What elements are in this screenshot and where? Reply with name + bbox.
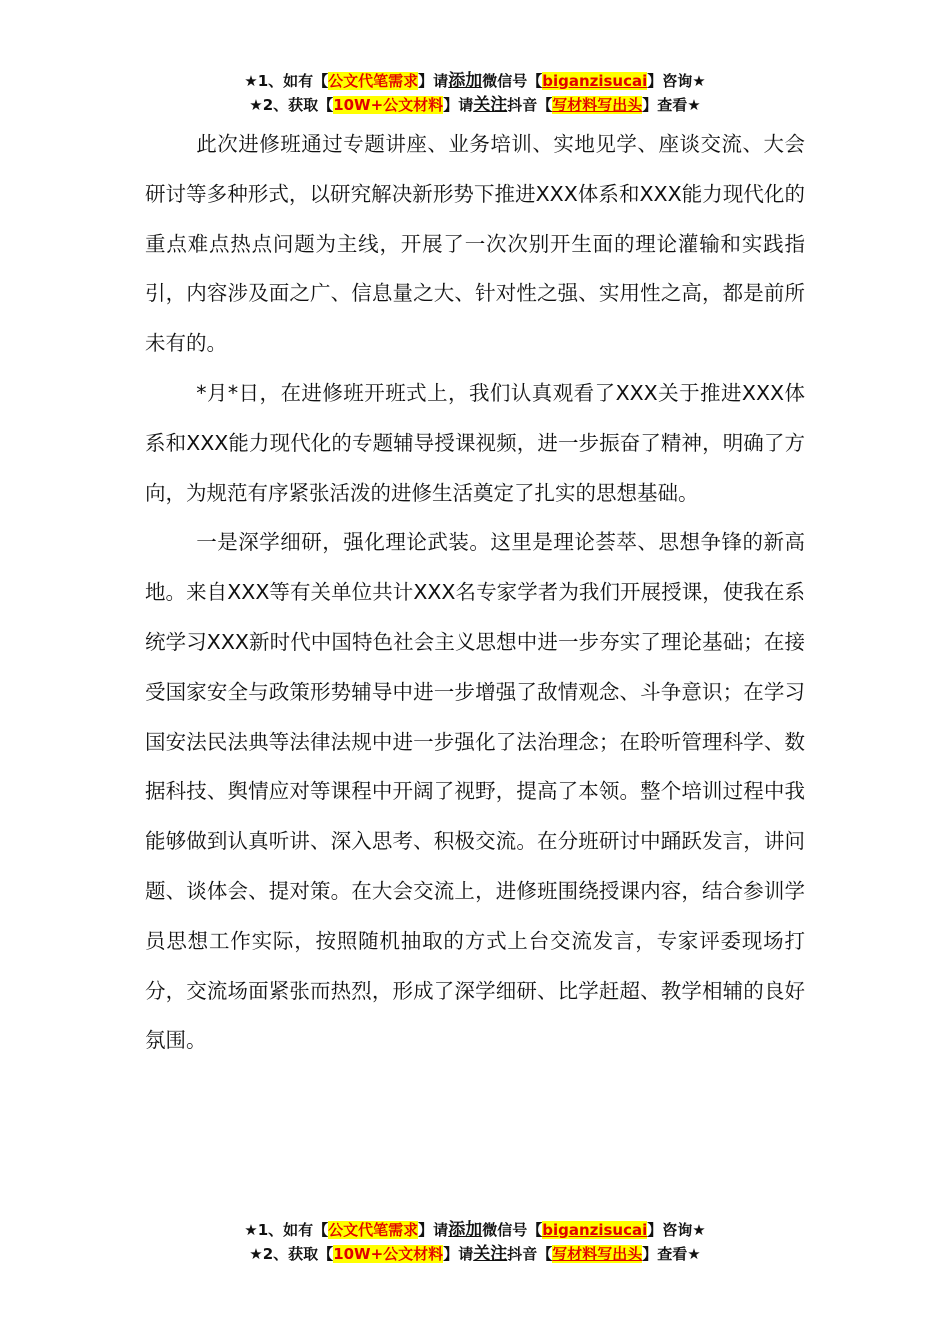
promo-text: 】查看★ <box>642 1245 701 1263</box>
promo-text: ★1、如有【 <box>244 72 329 90</box>
paragraph: *月*日，在进修班开班式上，我们认真观看了XXX关于推进XXX体系和XXX能力现代化的专题辅导授课视频，进一步振奋了精神，明确了方向，为规范有序紧张活泼的进修生活奠定了扎实的思想基础。 <box>145 380 805 505</box>
douyin-id: 写材料写出头 <box>552 1245 643 1263</box>
promo-header <box>0 69 950 117</box>
promo-text: 微信号【 <box>482 72 543 90</box>
promo-highlight: 10W+公文材料 <box>333 1245 444 1263</box>
wechat-id: biganzisucai <box>542 72 648 90</box>
promo-text: 抖音【 <box>507 1245 553 1263</box>
promo-text: ★1、如有【 <box>244 1221 329 1239</box>
promo-line-1 <box>0 1218 950 1242</box>
promo-footer <box>0 1218 950 1266</box>
promo-line-1 <box>0 69 950 93</box>
promo-highlight: 10W+公文材料 <box>333 96 444 114</box>
promo-text: ★2、获取【 <box>249 1245 334 1263</box>
promo-emphasis: 添加 <box>448 71 483 91</box>
promo-text: 】请 <box>443 1245 474 1263</box>
promo-text: 】咨询★ <box>647 72 706 90</box>
promo-text: ★2、获取【 <box>249 96 334 114</box>
promo-emphasis: 添加 <box>448 1220 483 1240</box>
promo-line-2 <box>0 1242 950 1266</box>
promo-emphasis: 关注 <box>473 1244 508 1264</box>
douyin-id: 写材料写出头 <box>552 96 643 114</box>
wechat-id: biganzisucai <box>542 1221 648 1239</box>
promo-highlight: 公文代笔需求 <box>328 72 419 90</box>
paragraph: 一是深学细研，强化理论武装。这里是理论荟萃、思想争锋的新高地。来自XXX等有关单位共计XXX名专家学者为我们开展授课，使我在系统学习XXX新时代中国特色社会主义思想中进一步夯实了理论基础；在接受国家安全与政策形势辅导中进一步增强了敌情观念、斗争意识；在学习国安法民法典等法律法规中进一步强化了法治理念；在聆听管理科学、数据科技、舆情应对等课程中开阔了视野，提高了本领。整个培训过程中我能够做到认真听讲、深入思考、积极交流。在分班研讨中踊跃发言，讲问题、谈体会、提对策。在大会交流上，进修班围绕授课内容，结合参训学员思想工作实际，按照随机抽取的方式上台交流发言，专家评委现场打分，交流场面紧张而热烈，形成了深学细研、比学赶超、教学相辅的良好氛围。 <box>145 530 805 1053</box>
promo-text: 】请 <box>418 72 449 90</box>
promo-text: 】咨询★ <box>647 1221 706 1239</box>
promo-text: 】请 <box>443 96 474 114</box>
document-body <box>145 120 805 1066</box>
promo-text: 抖音【 <box>507 96 553 114</box>
promo-text: 微信号【 <box>482 1221 543 1239</box>
promo-line-2 <box>0 93 950 117</box>
promo-text: 】查看★ <box>642 96 701 114</box>
paragraph: 此次进修班通过专题讲座、业务培训、实地见学、座谈交流、大会研讨等多种形式，以研究解决新形势下推进XXX体系和XXX能力现代化的重点难点热点问题为主线，开展了一次次别开生面的理论灌输和实践指引，内容涉及面之广、信息量之大、针对性之强、实用性之高，都是前所未有的。 <box>145 132 805 356</box>
promo-highlight: 公文代笔需求 <box>328 1221 419 1239</box>
promo-emphasis: 关注 <box>473 95 508 115</box>
promo-text: 】请 <box>418 1221 449 1239</box>
